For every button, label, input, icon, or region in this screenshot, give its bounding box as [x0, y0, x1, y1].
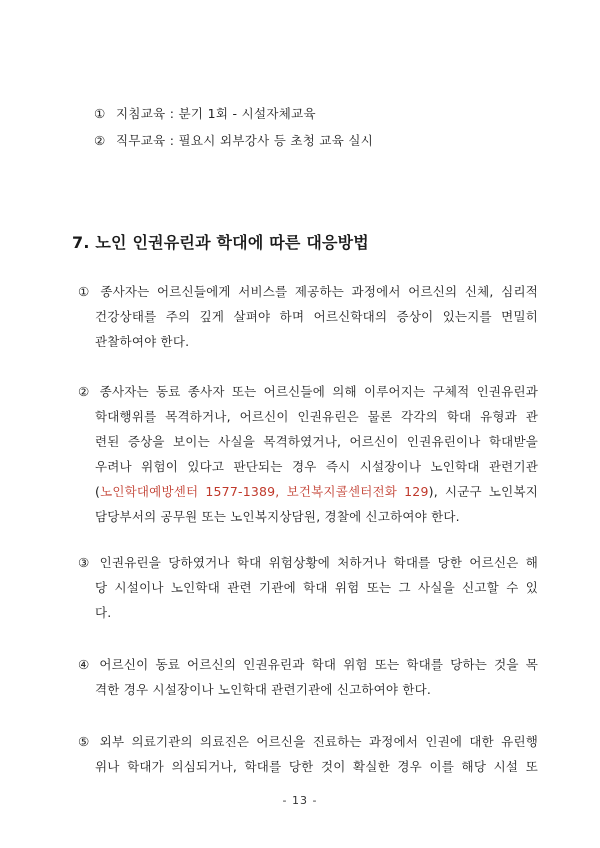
paragraph-line: 건강상태를 주의 깊게 살펴야 하며 어르신학대의 증상이 있는지를 면밀히	[95, 309, 538, 324]
item-number: ①	[94, 106, 106, 121]
hotline-contacts: 노인학대예방센터 1577-1389, 보건복지콜센터전화 129	[100, 484, 429, 499]
education-item-2	[94, 131, 373, 149]
paragraph-line: ③ 인권유린을 당하였거나 학대 위험상황에 처하거나 학대를 당한 어르신은 해	[78, 555, 538, 570]
procedure-item-4	[78, 652, 538, 702]
paragraph-line: ⑤ 외부 의료기관의 의료진은 어르신을 진료하는 과정에서 인권에 대한 유린행	[78, 734, 538, 749]
page-number: - 13 -	[282, 794, 318, 807]
paragraph-line: 다.	[95, 605, 112, 620]
procedure-item-1	[78, 279, 538, 354]
procedure-item-2	[78, 379, 538, 529]
paragraph-line: ① 종사자는 어르신들에게 서비스를 제공하는 과정에서 어르신의 신체, 심리적	[78, 284, 538, 299]
paragraph-line: 련된 증상을 보이는 사실을 목격하였거나, 어르신이 인권유린이나 학대받을	[95, 434, 538, 449]
procedure-item-3	[78, 550, 538, 625]
education-item-1	[94, 104, 316, 122]
paragraph-line: ④ 어르신이 동료 어르신의 인권유린과 학대 위험 또는 학대를 당하는 것을 목	[78, 657, 538, 672]
paren-rest: ), 시군구 노인복지	[428, 484, 538, 499]
paragraph-line-with-contacts	[78, 479, 538, 504]
paragraph-line: ② 종사자는 동료 종사자 또는 어르신들에 의해 이루어지는 구체적 인권유린과	[78, 384, 538, 399]
paragraph-line: 당 시설이나 노인학대 관련 기관에 학대 위험 또는 그 사실을 신고할 수 있	[95, 580, 538, 595]
paren-open: (	[95, 484, 101, 499]
procedure-item-5	[78, 729, 538, 779]
education-text: 직무교육 : 필요시 외부강사 등 초청 교육 실시	[116, 133, 374, 148]
education-text: 지침교육 : 분기 1회 - 시설자체교육	[116, 106, 316, 121]
item-number: ②	[94, 133, 106, 148]
section-title: 7. 노인 인권유린과 학대에 따른 대응방법	[72, 233, 369, 252]
paragraph-line: 담당부서의 공무원 또는 노인복지상담원, 경찰에 신고하여야 한다.	[95, 509, 460, 524]
paragraph-line: 관찰하여야 한다.	[95, 334, 190, 349]
paragraph-line: 격한 경우 시설장이나 노인학대 관련기관에 신고하여야 한다.	[95, 682, 432, 697]
paragraph-line: 학대행위를 목격하거나, 어르신이 인권유린은 물론 각각의 학대 유형과 관	[95, 409, 538, 424]
paragraph-line: 우려나 위험이 있다고 판단되는 경우 즉시 시설장이나 노인학대 관련기관	[95, 459, 538, 474]
paragraph-line: 위나 학대가 의심되거나, 학대를 당한 것이 확실한 경우 이를 해당 시설 또	[95, 759, 538, 774]
